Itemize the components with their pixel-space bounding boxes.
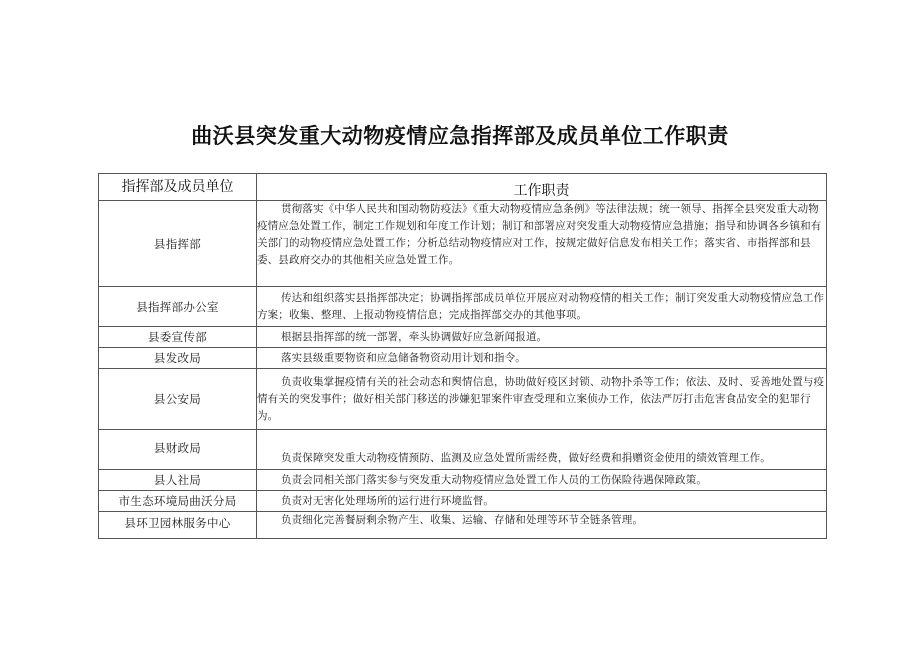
unit-cell: 市生态环境局曲沃分局 [99,491,257,512]
unit-cell: 县发改局 [99,348,257,369]
unit-cell: 县指挥部办公室 [99,287,257,327]
document-title: 曲沃县突发重大动物疫情应急指挥部及成员单位工作职责 [191,124,729,148]
duty-cell: 负责对无害化处理场所的运行进行环境监督。 [257,491,827,512]
table-row [99,287,827,327]
table-row [99,430,827,470]
duty-cell: 根据县指挥部的统一部署，牵头协调做好应急新闻报道。 [257,327,827,348]
duty-cell: 负责收集掌握疫情有关的社会动态和舆情信息，协助做好疫区封锁、动物扑杀等工作；依法、及时、妥善地处置与疫情有关的突发事件；做好相关部门移送的涉嫌犯罪案件审查受理和立案侦办工作，依法严厉打击危害食品安全的犯罪行为。 [257,369,827,430]
unit-cell: 县指挥部 [99,201,257,287]
header-duty: 工作职责 [257,174,827,201]
unit-cell: 县人社局 [99,470,257,491]
unit-cell: 县财政局 [99,430,257,470]
duty-cell: 贯彻落实《中华人民共和国动物防疫法》《重大动物疫情应急条例》等法律法规；统一领导、指挥全县突发重大动物疫情应急处置工作，制定工作规划和年度工作计划；制订和部署应对突发重大动物疫情应急措施；指导和协调各乡镇和有关部门的动物疫情应急处置工作；分析总结动物疫情应对工作，按规定做好信息发布相关工作；落实省、市指挥部和县委、县政府交办的其他相关应急处置工作。 [257,201,827,287]
table-row [99,348,827,369]
duty-cell: 传达和组织落实县指挥部决定；协调指挥部成员单位开展应对动物疫情的相关工作；制订突发重大动物疫情应急工作方案；收集、整理、上报动物疫情信息；完成指挥部交办的其他事项。 [257,287,827,327]
table-row [99,491,827,512]
unit-cell: 县委宣传部 [99,327,257,348]
duty-cell: 负责会同相关部门落实参与突发重大动物疫情应急处置工作人员的工伤保险待遇保障政策。 [257,470,827,491]
duty-cell: 负责细化完善餐厨剩余物产生、收集、运输、存储和处理等环节全链条管理。 [257,512,827,539]
header-unit: 指挥部及成员单位 [99,174,257,201]
table-row [99,369,827,430]
table-row [99,201,827,287]
unit-cell: 县环卫园林服务中心 [99,512,257,539]
duty-cell: 负责保障突发重大动物疫情预防、监测及应急处置所需经费，做好经费和捐赠资金使用的绩效管理工作。 [257,430,827,470]
duty-cell: 落实县级重要物资和应急储备物资动用计划和指令。 [257,348,827,369]
table-row [99,512,827,539]
table-row [99,327,827,348]
duties-table [98,173,827,539]
unit-cell: 县公安局 [99,369,257,430]
table-header-row [99,174,827,201]
table-row [99,470,827,491]
